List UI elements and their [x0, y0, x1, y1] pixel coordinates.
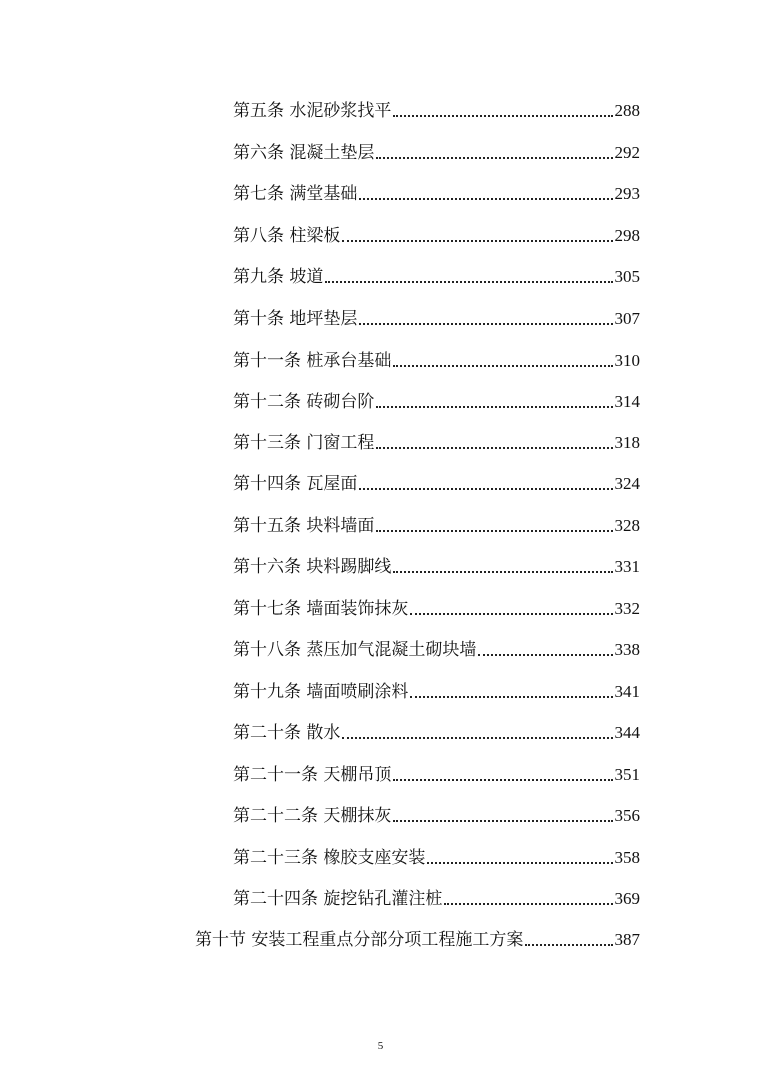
toc-entry-label: 第十六条 块料踢脚线 [233, 557, 392, 577]
toc-entry-page: 369 [614, 889, 640, 908]
toc-entry-label: 第十八条 蒸压加气混凝土砌块墙 [233, 640, 477, 660]
toc-dot-leader [393, 365, 612, 367]
toc-dot-leader [444, 903, 612, 905]
toc-entry-label: 第八条 柱梁板 [233, 226, 341, 246]
toc-entry [233, 760, 640, 786]
toc-dot-leader [376, 530, 612, 532]
toc-entry-page: 387 [614, 930, 640, 949]
toc-dot-leader [427, 862, 612, 864]
toc-entry-label: 第二十二条 天棚抹灰 [233, 806, 392, 826]
toc-entry-label: 第九条 坡道 [233, 267, 324, 287]
toc-entry-label: 第七条 满堂基础 [233, 184, 358, 204]
toc-entry-label: 第十五条 块料墙面 [233, 516, 375, 536]
toc-dot-leader [376, 447, 612, 449]
toc-entry-page: 314 [614, 392, 640, 411]
toc-entry-label: 第十三条 门窗工程 [233, 433, 375, 453]
toc-entry-page: 341 [614, 682, 640, 701]
toc-entry-label: 第十七条 墙面装饰抹灰 [233, 599, 409, 619]
toc-entry-page: 331 [614, 557, 640, 576]
toc-entry [233, 304, 640, 330]
toc-entry-page: 338 [614, 640, 640, 659]
toc-entry-label: 第二十一条 天棚吊顶 [233, 765, 392, 785]
toc-entry [233, 635, 640, 661]
toc-entry-page: 356 [614, 806, 640, 825]
toc-dot-leader [376, 406, 612, 408]
toc-entry-page: 351 [614, 765, 640, 784]
toc-entry [233, 469, 640, 495]
toc-entry-page: 358 [614, 848, 640, 867]
toc-dot-leader [393, 820, 612, 822]
toc-entry [233, 262, 640, 288]
toc-dot-leader [393, 779, 612, 781]
toc-entry-label: 第二十四条 旋挖钻孔灌注桩 [233, 889, 443, 909]
toc-dot-leader [478, 654, 612, 656]
toc-section-entry [195, 925, 640, 951]
toc-entry-page: 298 [614, 226, 640, 245]
toc-dot-leader [359, 198, 612, 200]
toc-dot-leader [410, 696, 612, 698]
toc-entry [233, 346, 640, 372]
toc-entry [233, 387, 640, 413]
toc-dot-leader [359, 488, 612, 490]
toc-entry [233, 428, 640, 454]
toc-entry [233, 677, 640, 703]
toc-entry [233, 552, 640, 578]
toc-entry-page: 332 [614, 599, 640, 618]
toc-dot-leader [342, 240, 612, 242]
toc-entry-label: 第十二条 砖砌台阶 [233, 392, 375, 412]
toc-entry-label: 第二十条 散水 [233, 723, 341, 743]
toc-entry [233, 221, 640, 247]
toc-entry-label: 第十九条 墙面喷刷涂料 [233, 682, 409, 702]
toc-entry-page: 307 [614, 309, 640, 328]
toc-entry-label: 第十节 安装工程重点分部分项工程施工方案 [195, 930, 524, 950]
toc-entry [233, 594, 640, 620]
toc-entry-label: 第十条 地坪垫层 [233, 309, 358, 329]
toc-entry-page: 318 [614, 433, 640, 452]
page-number: 5 [377, 1040, 384, 1052]
toc-entry-label: 第十四条 瓦屋面 [233, 474, 358, 494]
toc-entry [233, 511, 640, 537]
toc-entry [233, 884, 640, 910]
toc-entry-page: 292 [614, 143, 640, 162]
toc-entry-label: 第二十三条 橡胶支座安装 [233, 848, 426, 868]
toc-entry-label: 第六条 混凝土垫层 [233, 143, 375, 163]
toc-entry-label: 第五条 水泥砂浆找平 [233, 101, 392, 121]
toc-entry-page: 288 [614, 101, 640, 120]
toc-entry [233, 138, 640, 164]
toc-dot-leader [325, 281, 612, 283]
toc-entry [233, 801, 640, 827]
toc-dot-leader [393, 115, 612, 117]
toc-dot-leader [393, 571, 612, 573]
toc-entry-page: 305 [614, 267, 640, 286]
toc-entry-page: 293 [614, 184, 640, 203]
toc-dot-leader [376, 157, 612, 159]
toc-entry-page: 328 [614, 516, 640, 535]
toc-dot-leader [410, 613, 612, 615]
toc-entry-page: 310 [614, 351, 640, 370]
toc-dot-leader [359, 323, 612, 325]
toc-dot-leader [342, 737, 612, 739]
toc-entry [233, 179, 640, 205]
toc-entry [233, 96, 640, 122]
toc-entry-page: 344 [614, 723, 640, 742]
toc-dot-leader [525, 944, 612, 946]
toc-entry-label: 第十一条 桩承台基础 [233, 351, 392, 371]
toc-entry-page: 324 [614, 474, 640, 493]
toc-entry [233, 718, 640, 744]
toc-entry [233, 843, 640, 869]
